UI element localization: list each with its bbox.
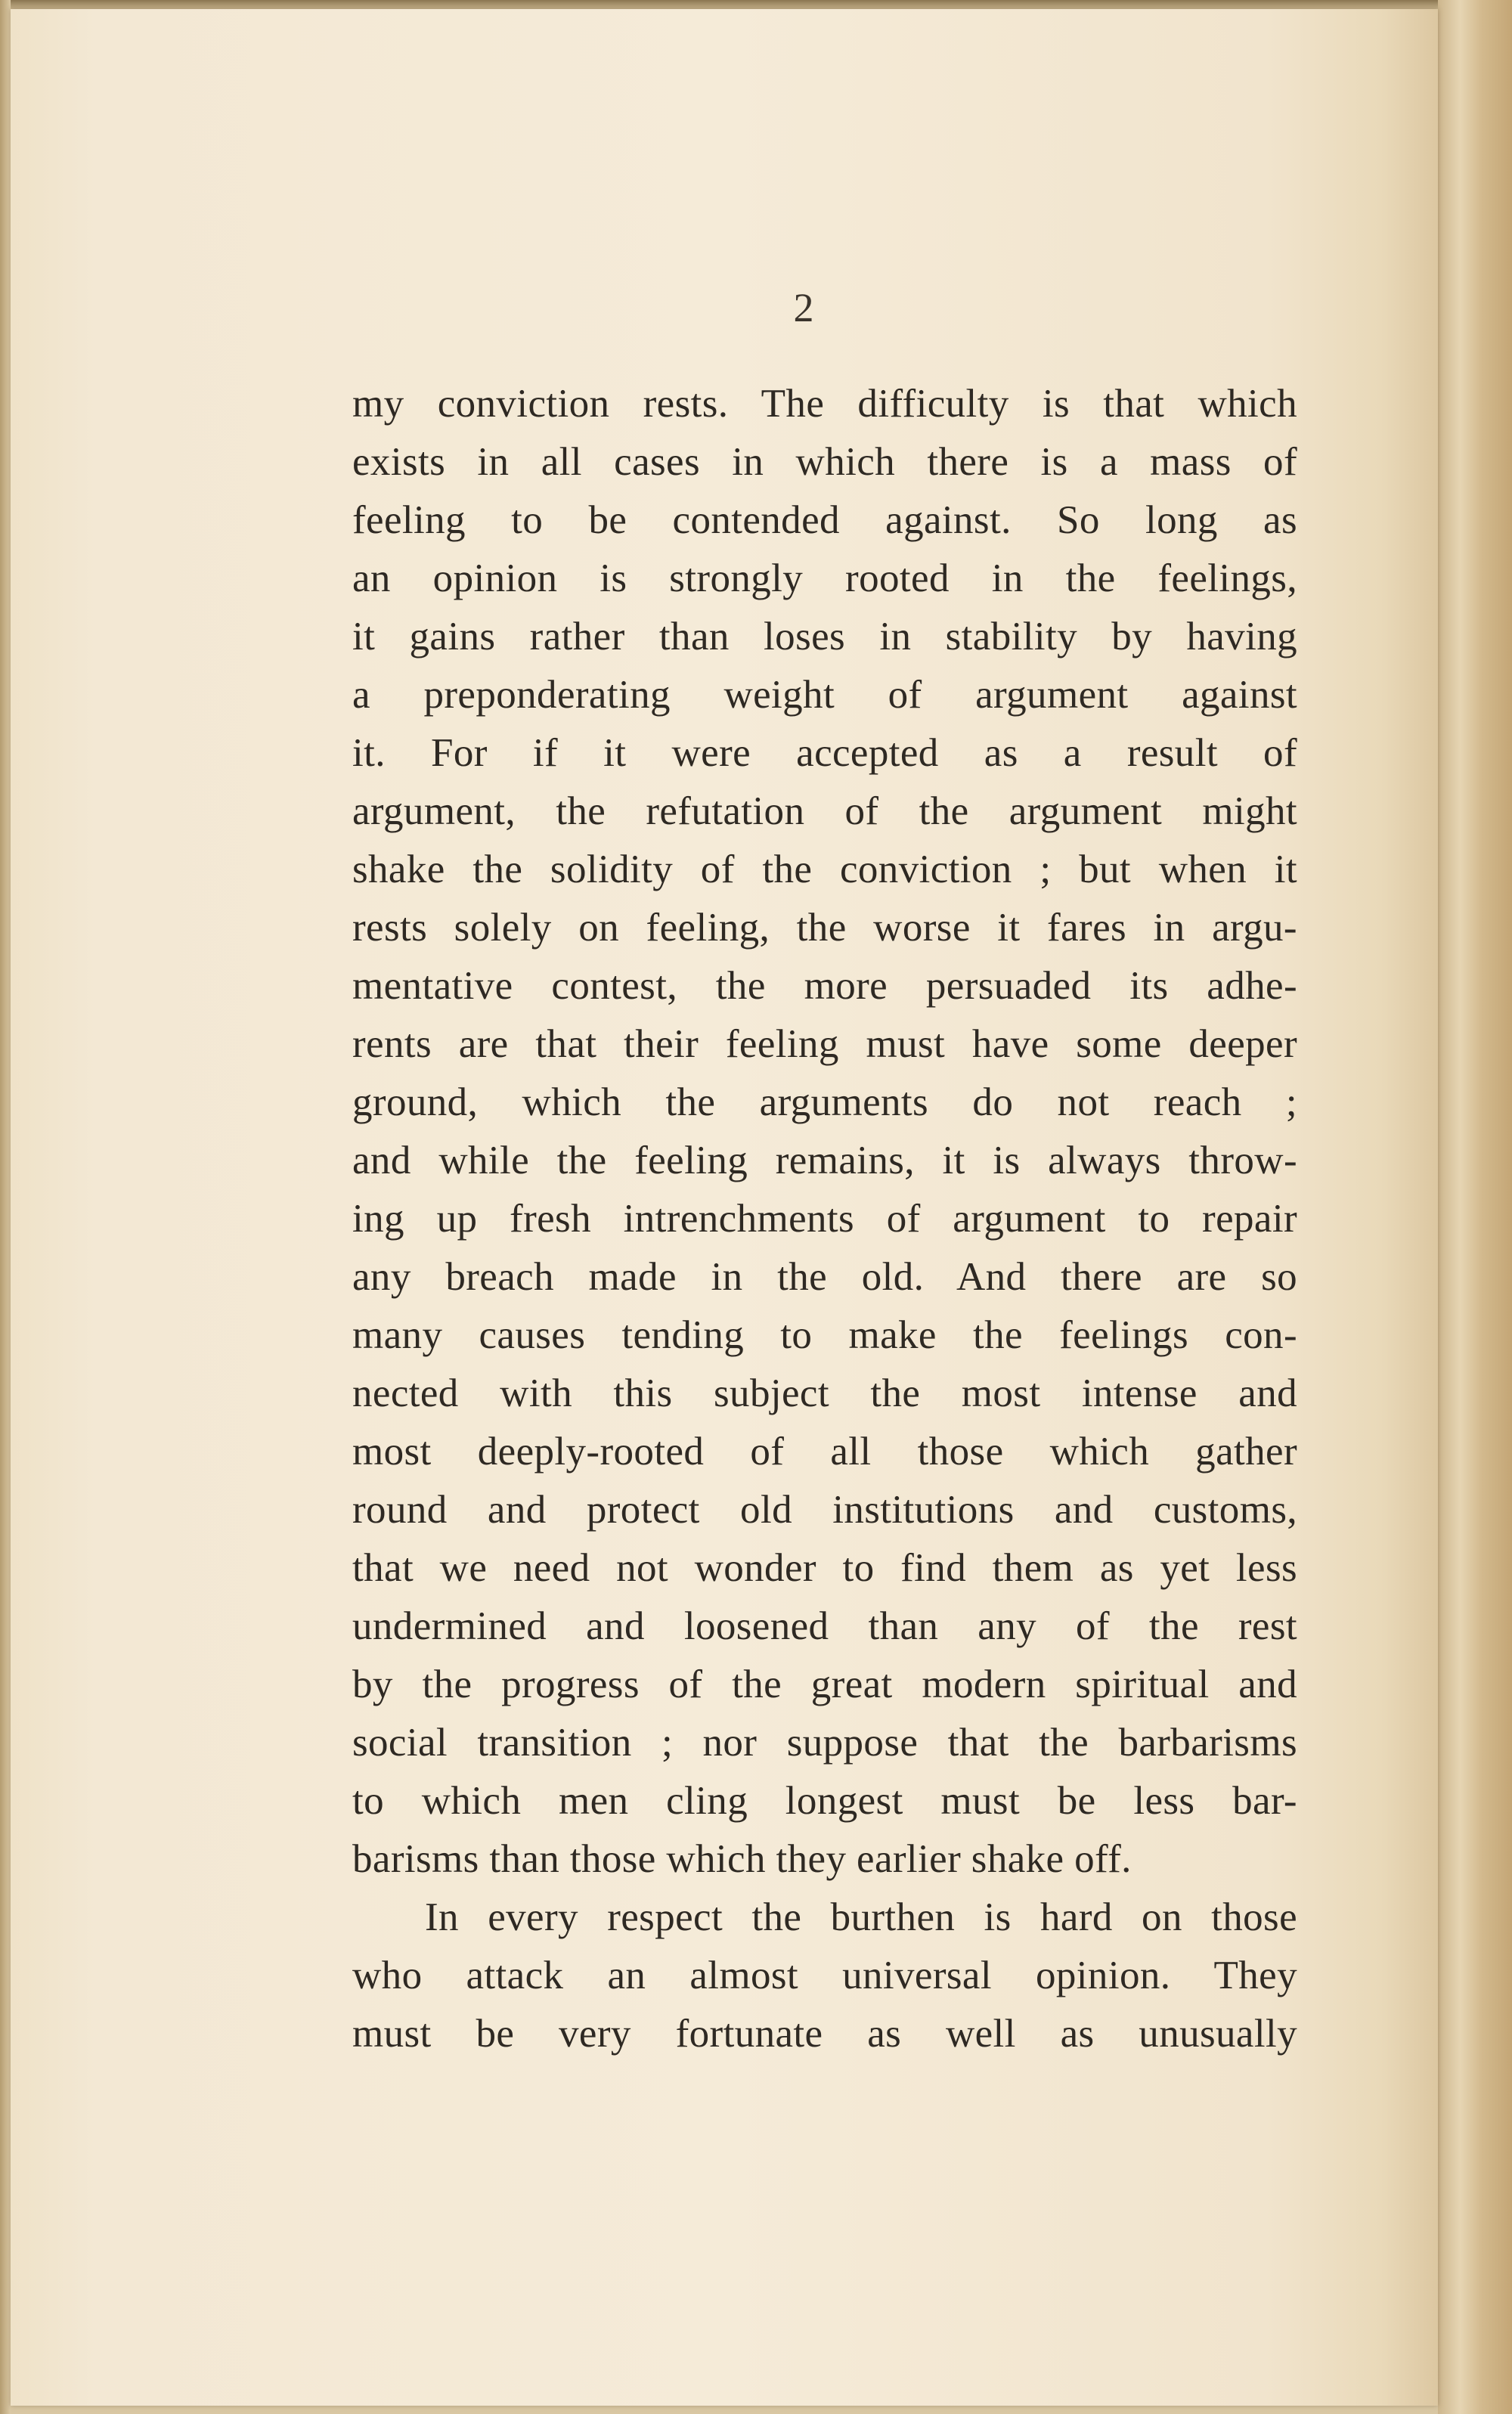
- text-line: that we need not wonder to find them as yet less: [352, 1546, 1297, 1590]
- text-line: rests solely on feeling, the worse it fares in argu-: [352, 906, 1297, 950]
- text-line: ing up fresh intrenchments of argument to repair: [352, 1197, 1297, 1241]
- text-line: barisms than those which they earlier shake off.: [352, 1837, 1132, 1881]
- page-number: 2: [793, 285, 814, 330]
- text-line: exists in all cases in which there is a mass of: [352, 440, 1297, 484]
- text-line: undermined and loosened than any of the rest: [352, 1604, 1297, 1648]
- text-line: social transition ; nor suppose that the barbarisms: [352, 1721, 1297, 1765]
- book-right-edge: [1438, 0, 1512, 2414]
- text-line: most deeply-rooted of all those which gather: [352, 1430, 1297, 1474]
- text-line: who attack an almost universal opinion. They: [352, 1954, 1297, 1997]
- text-line: argument, the refutation of the argument might: [352, 789, 1297, 833]
- book-top-edge: [0, 0, 1512, 9]
- book-left-edge: [0, 0, 11, 2414]
- text-line: it gains rather than loses in stability by having: [352, 615, 1297, 659]
- body-text: [352, 375, 1297, 2063]
- text-line: shake the solidity of the conviction ; but when it: [352, 848, 1297, 891]
- text-line: nected with this subject the most intense and: [352, 1371, 1297, 1415]
- text-line: a preponderating weight of argument against: [352, 673, 1297, 717]
- text-line: many causes tending to make the feelings con-: [352, 1313, 1297, 1357]
- text-line: any breach made in the old. And there are so: [352, 1255, 1297, 1299]
- text-line: an opinion is strongly rooted in the feelings,: [352, 556, 1297, 600]
- text-line: to which men cling longest must be less bar-: [352, 1779, 1297, 1823]
- text-line: feeling to be contended against. So long as: [352, 498, 1297, 542]
- text-line: by the progress of the great modern spiritual and: [352, 1663, 1297, 1706]
- text-line: my conviction rests. The difficulty is that which: [352, 382, 1297, 426]
- text-line: and while the feeling remains, it is always throw-: [352, 1139, 1297, 1182]
- text-line: must be very fortunate as well as unusually: [352, 2012, 1297, 2056]
- text-line: it. For if it were accepted as a result of: [352, 731, 1297, 775]
- text-line: round and protect old institutions and customs,: [352, 1488, 1297, 1532]
- text-line: mentative contest, the more persuaded its adhe-: [352, 964, 1297, 1008]
- text-line: In every respect the burthen is hard on those: [425, 1895, 1297, 1939]
- text-line: ground, which the arguments do not reach ;: [352, 1080, 1297, 1124]
- text-line: rents are that their feeling must have some deeper: [352, 1022, 1297, 1066]
